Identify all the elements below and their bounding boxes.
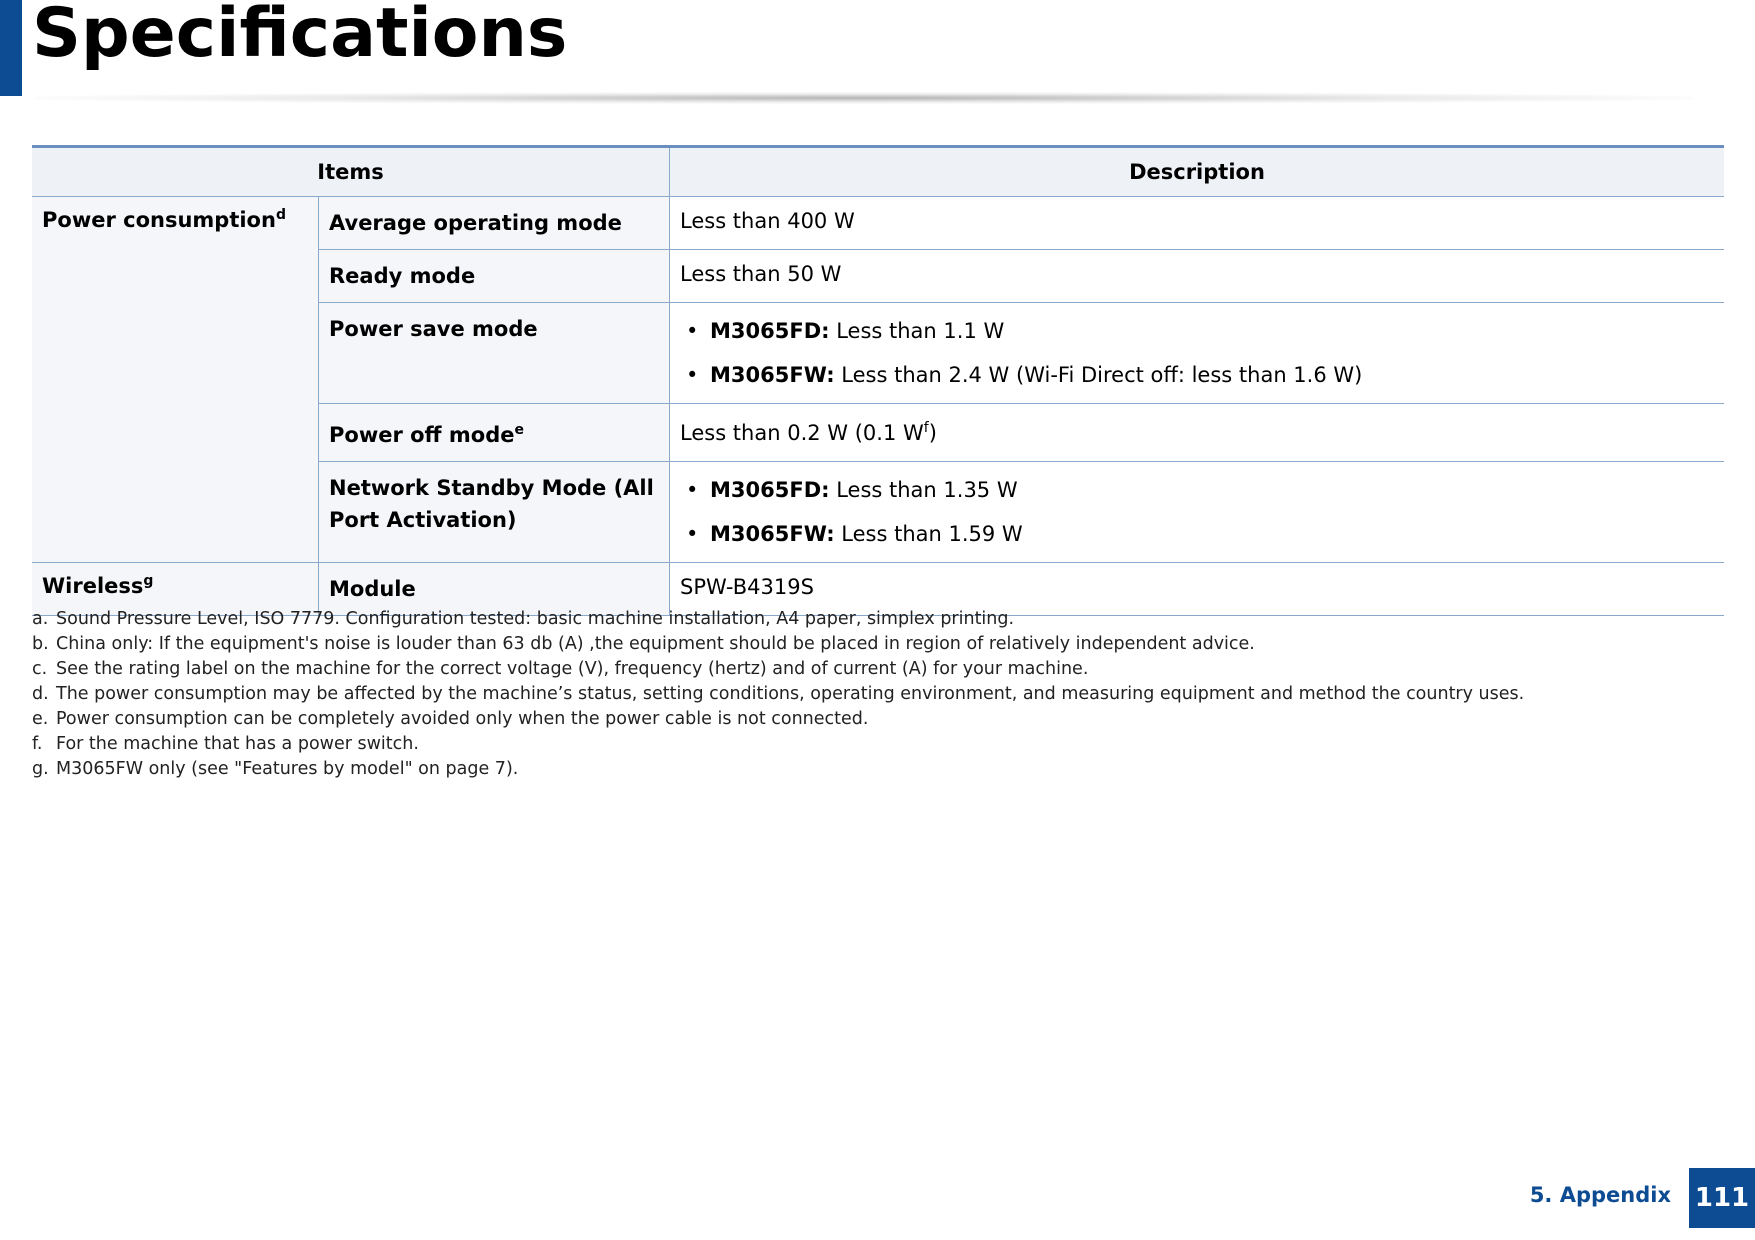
bullet-list — [680, 317, 1714, 389]
title-divider — [34, 92, 1694, 104]
model-value: Less than 1.1 W — [829, 319, 1005, 343]
footnote-text: M3065FW only (see "Features by model" on page 7). — [56, 758, 519, 779]
title-accent-bar — [0, 0, 22, 96]
footnotes — [32, 606, 1732, 781]
desc-network-standby-mode — [670, 462, 1725, 563]
list-item — [680, 317, 1714, 345]
footnote-text: Sound Pressure Level, ISO 7779. Configuration tested: basic machine installation, A4 paper, simplex printing. — [56, 608, 1015, 629]
section-link[interactable]: 5. Appendix — [1529, 1183, 1671, 1207]
item-power-off-mode — [319, 404, 670, 462]
footnote-letter: f. — [32, 733, 43, 754]
model-label: M3065FD: — [710, 478, 830, 502]
footnote — [32, 631, 1732, 656]
list-item — [680, 361, 1714, 389]
model-value: Less than 2.4 W (Wi-Fi Direct off: less than 1.6 W) — [834, 363, 1363, 387]
model-value: Less than 1.35 W — [829, 478, 1018, 502]
footnote-marker: d — [275, 207, 286, 223]
item-network-standby-mode: Network Standby Mode (All Port Activation) — [319, 462, 670, 563]
footnote-marker: g — [143, 573, 154, 589]
footnote-marker: e — [514, 422, 524, 438]
header-description: Description — [670, 147, 1725, 197]
footnote-text: China only: If the equipment's noise is louder than 63 db (A) ,the equipment should be placed in region of relatively independent advice. — [56, 633, 1255, 654]
footnote-letter: c. — [32, 658, 48, 679]
model-label: M3065FD: — [710, 319, 830, 343]
desc-module: SPW-B4319S — [670, 563, 1725, 616]
footnote-letter: b. — [32, 633, 49, 654]
footnote — [32, 756, 1732, 781]
model-label: M3065FW: — [710, 522, 835, 546]
footnote — [32, 656, 1732, 681]
desc-text-end: ) — [928, 421, 937, 445]
footnote — [32, 706, 1732, 731]
category-label: Power consumption — [42, 208, 276, 232]
model-value: Less than 1.59 W — [834, 522, 1023, 546]
footnote-text: The power consumption may be affected by the machine’s status, setting conditions, operating environment, and measuring equipment and method the country uses. — [56, 683, 1525, 704]
bullet-list — [680, 476, 1714, 548]
category-label: Wireless — [42, 574, 144, 598]
footnote-letter: g. — [32, 758, 49, 779]
footnote-text: See the rating label on the machine for the correct voltage (V), frequency (hertz) and of current (A) for your machine. — [56, 658, 1089, 679]
footnote-letter: a. — [32, 608, 49, 629]
item-average-operating-mode: Average operating mode — [319, 197, 670, 250]
desc-text: Less than 0.2 W (0.1 W — [680, 421, 924, 445]
specifications-table — [32, 145, 1724, 616]
item-label: Power off mode — [329, 423, 515, 447]
page-number: 111 — [1689, 1168, 1755, 1228]
category-power-consumption — [32, 197, 319, 563]
header-items: Items — [32, 147, 670, 197]
item-module: Module — [319, 563, 670, 616]
footnote — [32, 681, 1732, 706]
footnote-marker: f — [923, 420, 929, 436]
table-header-row — [32, 147, 1724, 197]
footnote-letter: e. — [32, 708, 49, 729]
footnote-letter: d. — [32, 683, 49, 704]
desc-average-operating-mode: Less than 400 W — [670, 197, 1725, 250]
footnote-text: For the machine that has a power switch. — [56, 733, 419, 754]
desc-ready-mode: Less than 50 W — [670, 250, 1725, 303]
list-item — [680, 476, 1714, 504]
list-item — [680, 520, 1714, 548]
footnote-text: Power consumption can be completely avoided only when the power cable is not connected. — [56, 708, 869, 729]
desc-power-save-mode — [670, 303, 1725, 404]
table-row — [32, 197, 1724, 250]
model-label: M3065FW: — [710, 363, 835, 387]
page-title: Specifications — [32, 0, 568, 73]
item-ready-mode: Ready mode — [319, 250, 670, 303]
desc-power-off-mode — [670, 404, 1725, 462]
footnote — [32, 731, 1732, 756]
item-power-save-mode: Power save mode — [319, 303, 670, 404]
footnote — [32, 606, 1732, 631]
